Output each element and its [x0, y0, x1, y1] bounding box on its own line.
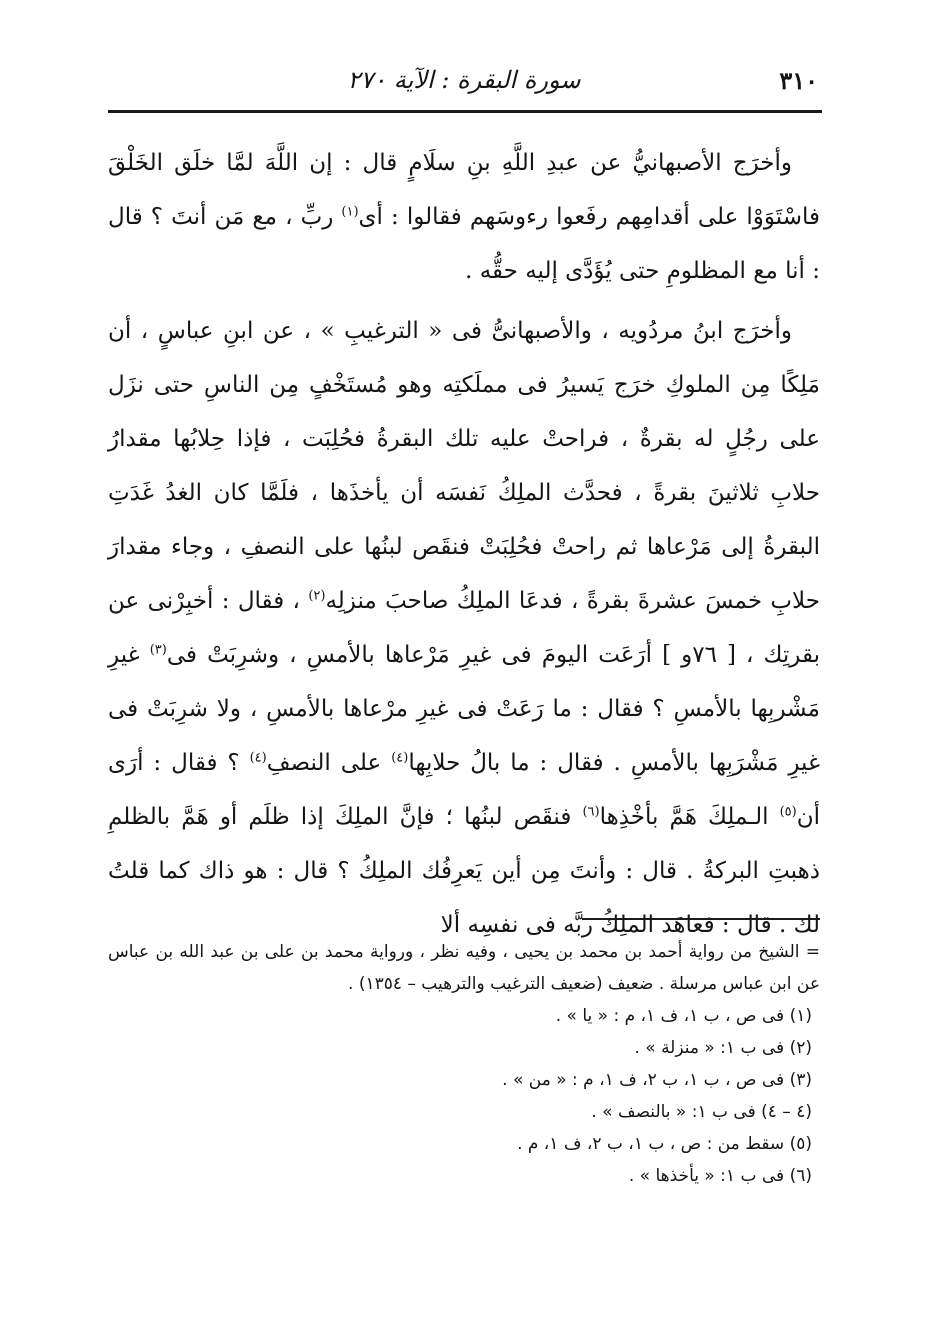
paragraph-text: ربِّ ، مع مَن أنتَ ؟ قال : أنا مع المظلومِ حتى يُؤَدَّى إليه حقُّه . [108, 204, 820, 284]
header-rule [108, 110, 822, 113]
footnote-item: (١) فى ص ، ب ١، ف ١، م : « يا » . [555, 1006, 812, 1026]
footnote-ref-6: (٦) [582, 804, 600, 820]
footnote-continued: = الشيخ من رواية أحمد بن محمد بن يحيى ، وفيه نظر ، ورواية محمد بن على بن عبد الله بن عباس عن ابن عباس مرسلة . ضعيف (ضعيف الترغيب والترهيب – ١٣٥٤) . [108, 942, 820, 994]
footnote-item: (٥) سقط من : ص ، ب ١، ب ٢، ف ١، م . [517, 1134, 812, 1154]
footnote-ref-2: (٢) [308, 588, 326, 604]
paragraph-text: وأخرَج ابنُ مردُويه ، والأصبهانىُّ فى « الترغيبِ » ، عن ابنِ عباسٍ ، أن مَلِكًا مِن الملوكِ خرَج يَسيرُ فى مملَكتِه وهو مُستَخْفٍ مِن الناسِ حتى نزَل على رجُلٍ له بقرةٌ ، فراحتْ عليه تلك البقرةُ فحُلِبَت ، فإذا حِلابُها مقدارُ حلابِ ثلاثينَ بقرةً ، فحدَّث الملِكُ نَفسَه أن يأخذَها ، فلَمَّا كان الغدُ غَدَتِ البقرةُ إلى مَرْعاها ثم راحتْ فحُلِبَتْ فنقَص لبنُها على النصفِ ، وجاء مقدارَ حلابِ خمسَ عشرةَ بقرةً ، فدعَا الملِكُ صاحبَ منزلِه [108, 318, 820, 614]
paragraph-text: ، فقال : أخبِرْنى عن بقرتِك ، [ ٧٦و ] أرَعَت اليومَ فى غيرِ مَرْعاها بالأمسِ ، وشرِبَتْ فى [108, 588, 820, 668]
footnote-ref-3: (٣) [149, 642, 167, 658]
footnote-item: (٣) فى ص ، ب ١، ب ٢، ف ١، م : « من » . [502, 1070, 812, 1090]
paragraph-text: ؟ فقال : أرَى أن [108, 750, 820, 830]
footnote-list [108, 1000, 820, 1192]
surah-ayah-title: سورة البقرة : الآية ٢٧٠ [347, 66, 581, 94]
footnote-separator [582, 918, 820, 920]
footnote-ref-4-end: (٤) [249, 750, 267, 766]
paragraph-1 [108, 136, 820, 298]
paragraph-text: وأخرَج الأصبهانيُّ عن عبدِ اللَّهِ بنِ سلَامٍ قال : إن اللَّهَ لمَّا خلَق الخَلْقَ فاسْتَوَوْا على أقدامِهم رفَعوا رءوسَهم فقالوا : أى [108, 150, 820, 230]
paragraph-text: الـملِكَ هَمَّ بأخْذِها [599, 804, 780, 830]
footnote-item: (٢) فى ب ١: « منزلة » . [634, 1038, 812, 1058]
paragraph-text: فنقَص لبنُها ؛ فإنَّ الملِكَ إذا ظلَم أو هَمَّ بالظلمِ ذهبتِ البركةُ . قال : وأنتَ مِن أين يَعرِفُك الملِكُ ؟ قال : هو ذاك كما قلتُ لك . قال : فعاهَد الملِكُ ربَّه فى نفسِه ألا [108, 804, 820, 938]
main-text [108, 136, 820, 952]
page-number: ٣١٠ [779, 66, 818, 95]
footnote-item: (٤ – ٤) فى ب ١: « بالنصف » . [591, 1102, 812, 1122]
footnote-ref-1: (١) [341, 204, 359, 220]
footnote-item: (٦) فى ب ١: « يأخذها » . [628, 1166, 812, 1186]
footnote-ref-5: (٥) [779, 804, 797, 820]
paragraph-text: غيرِ مَشْربِها بالأمسِ ؟ فقال : ما رَعَتْ فى غيرِ مرْعاها بالأمسِ ، ولا شرِبَتْ فى غيرِ مَشْرَبِها بالأمسِ . فقال : ما بالُ حلابِها [108, 642, 820, 776]
paragraph-text: على النصفِ [266, 750, 392, 776]
paragraph-2 [108, 304, 820, 952]
running-head [110, 62, 818, 102]
footnote-ref-4-start: (٤) [391, 750, 409, 766]
footnotes [108, 936, 820, 1192]
